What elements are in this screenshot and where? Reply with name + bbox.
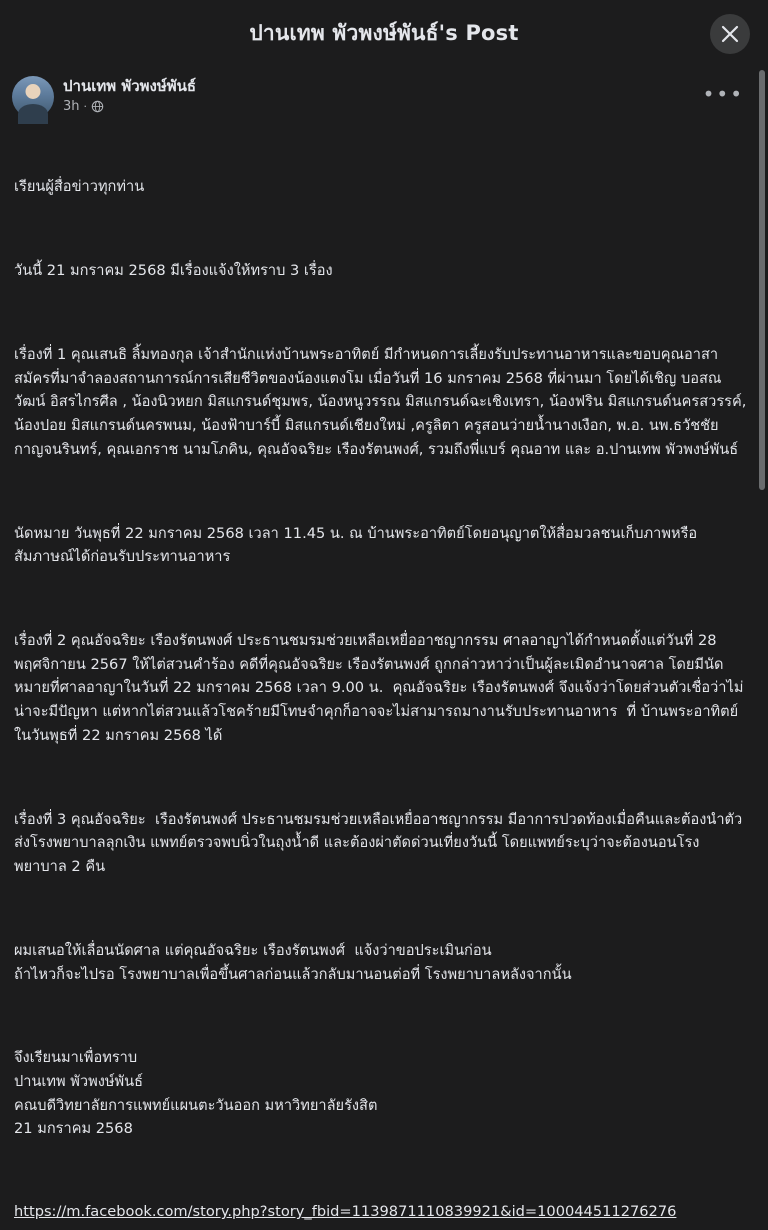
post-paragraph: เรื่องที่ 1 คุณเสนธิ ลิ้มทองกุล เจ้าสำนักแห่งบ้านพระอาทิตย์ มีกำหนดการเลี้ยงรับประทานอาหารและขอบคุณอาสาสมัครที่มาจำลองสถานการณ์การเสียชีวิตของน้องแตงโม เมื่อวันที่ 16 มกราคม 2568 ที่ผ่านมา โดยได้เชิญ บอสณวัฒน์ อิสรไกรศีล , น้องนิวหยก มิสแกรนด์ชุมพร, น้องหนูวรรณ มิสแกรนด์ฉะเชิงเทรา, น้องฟริน มิสแกรนด์นครสวรรค์, น้องปอย มิสแกรนด์นครพนม, น้องฟ้าบาร์บี้ มิสแกรนด์เชียงใหม่ ,ครูลิตา ครูสอนว่ายน้ำนางเงือก, พ.อ. นพ.ธวัชชัย กาญจนรินทร์, คุณเอกราช นามโภคิน, คุณอัจฉริยะ เรืองรัตนพงศ์, รวมถึงพี่แบร์ คุณอาท และ อ.ปานเทพ พัวพงษ์พันธ์ (14, 346, 752, 458)
scrollbar-track[interactable] (758, 68, 766, 773)
post-paragraph: เรื่องที่ 2 คุณอัจฉริยะ เรืองรัตนพงศ์ ประธานชมรมช่วยเหลือเหยื่ออาชญากรรม ศาลอาญาได้กำหนดตั้งแต่วันที่ 28 พฤศจิกายน 2567 ให้ไต่สวนคำร้อง คดีที่คุณอัจฉริยะ เรืองรัตนพงศ์ ถูกกล่าวหาว่าเป็นผู้ละเมิดอำนาจศาล โดยมีนัดหมายที่ศาลอาญาในวันที่ 22 มกราคม 2568 เวลา 9.00 น. คุณอัจฉริยะ เรืองรัตนพงศ์ จึงแจ้งว่าโดยส่วนตัวเชื่อว่าไม่น่าจะมีปัญหา แต่หากไต่สวนแล้วโชคร้ายมีโทษจำคุกก็อาจจะไม่สามารถมางานรับประทานอาหาร ที่ บ้านพระอาทิตย์ในวันพุธที่ 22 มกราคม 2568 ได้ (14, 632, 744, 744)
post-paragraph: เรียนผู้สื่อข่าวทุกท่าน (14, 178, 145, 196)
scrollbar-thumb[interactable] (759, 70, 765, 490)
post-paragraph: เรื่องที่ 3 คุณอัจฉริยะ เรืองรัตนพงศ์ ประธานชมรมช่วยเหลือเหยื่ออาชญากรรม มีอาการปวดท้องเมื่อคืนและต้องนำตัวส่งโรงพยาบาลลุกเงิน แพทย์ตรวจพบนิ่วในถุงน้ำดี และต้องผ่าตัดด่วนเที่ยงวันนี้ โดยแพทย์ระบุว่าจะต้องนอนโรงพยาบาล 2 คืน (14, 810, 743, 875)
post-meta (63, 99, 196, 114)
close-icon (721, 25, 739, 43)
page-title: ปานเทพ พัวพงษ์พันธ์'s Post (249, 21, 519, 46)
post-permalink[interactable]: https://m.facebook.com/story.php?story_fbid=1139871110839921&id=100044511276276 (14, 1203, 677, 1221)
dialog-header (0, 0, 768, 68)
post-paragraph: นัดหมาย วันพุธที่ 22 มกราคม 2568 เวลา 11.45 น. ณ บ้านพระอาทิตย์โดยอนุญาตให้สื่อมวลชนเก็บภาพหรือสัมภาษณ์ได้ก่อนรับประทานอาหาร (14, 524, 698, 566)
post-body (10, 122, 754, 1201)
post-paragraph: จึงเรียนมาเพื่อทราบ ปานเทพ พัวพงษ์พันธ์ คณบดีวิทยาลัยการแพทย์แผนตะวันออก มหาวิทยาลัยรังสิต 21 มกราคม 2568 (14, 1049, 378, 1138)
post-timestamp[interactable]: 3h (63, 98, 80, 114)
close-button[interactable] (710, 14, 750, 54)
post-author-block (63, 76, 196, 114)
post-options-button[interactable]: ••• (702, 82, 744, 106)
post-scroll-area[interactable] (0, 68, 768, 1221)
post-author-name[interactable]: ปานเทพ พัวพงษ์พันธ์ (63, 77, 197, 95)
post-content (0, 68, 768, 1221)
avatar[interactable] (12, 76, 54, 118)
post-header (10, 68, 754, 122)
globe-icon[interactable] (91, 100, 104, 113)
post-paragraph: วันนี้ 21 มกราคม 2568 มีเรื่องแจ้งให้ทราบ 3 เรื่อง (14, 262, 333, 280)
meta-separator: · (83, 99, 88, 113)
post-paragraph: ผมเสนอให้เลื่อนนัดศาล แต่คุณอัจฉริยะ เรืองรัตนพงศ์ แจ้งว่าขอประเมินก่อน ถ้าไหวก็จะไปรอ โรงพยาบาลเพื่อขึ้นศาลก่อนแล้วกลับมานอนต่อที่ โรงพยาบาลหลังจากนั้น (14, 941, 572, 983)
